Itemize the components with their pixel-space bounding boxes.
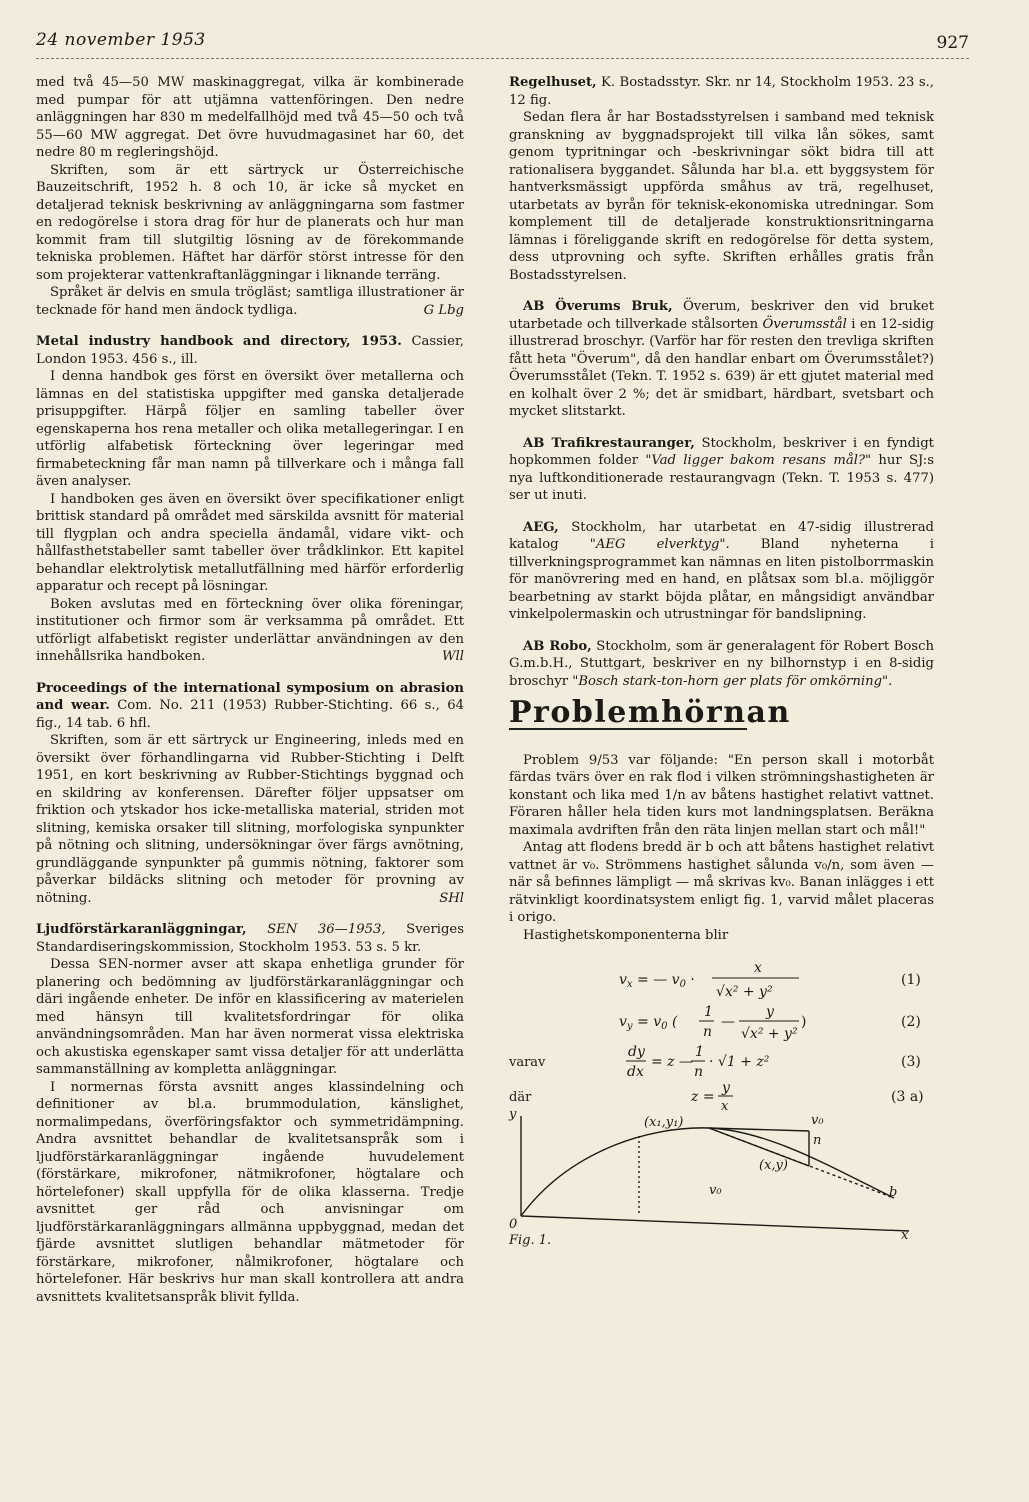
equation-number: (3 a) bbox=[891, 1089, 924, 1105]
equation-2-term: n bbox=[703, 1024, 713, 1040]
paragraph-text: Språket är delvis en smula trögläst; samtliga illustrationer är tecknade för hand men ändock tydliga. bbox=[36, 285, 464, 318]
paragraph-text: Boken avslutas med en förteckning över olika föreningar, institutioner och firmor som är verksamma på området. Ett utförligt alfabetiskt register underlättar användningen av den innehållsrika handboken. bbox=[36, 596, 464, 664]
x-axis bbox=[521, 1216, 909, 1231]
paragraph: Dessa SEN-normer avser att skapa enhetliga grunder för planering och bedömning av ljudförstärkaranläggningar och däri ingående enheter. De inför en klassificering av materielen med hänsyn till kvalitetsfordringar för olika användningsområden. Man har även normerat vissa elektriska och akustiska egenskaper samt vissa detaljer för att underlätta sammanställning av kompletta anläggningar. bbox=[36, 957, 464, 1077]
paragraph: med två 45—50 MW maskinaggregat, vilka är kombinerade med pumpar för att utjämna vattenföringen. Den nedre anläggningen har 830 m medelfallhöjd med två 45—50 och två 55—60 MW aggregat. Det övre huvudmagasinet har 60, det nedre 80 m regleringshöjd. bbox=[36, 75, 464, 160]
company-name: AB Robo, bbox=[523, 638, 592, 654]
book-meta: Com. No. 211 (1953) Rubber-Stichting. 66 s., 64 fig., 14 tab. 6 hfl. bbox=[36, 698, 464, 731]
paragraph bbox=[509, 298, 934, 421]
equation-3-term: dx bbox=[627, 1064, 644, 1080]
equation-3a-term: y bbox=[722, 1080, 730, 1096]
company-notice bbox=[509, 435, 934, 505]
equation-3-term: 1 bbox=[695, 1044, 704, 1060]
paragraph bbox=[36, 596, 464, 666]
boat-path bbox=[521, 1128, 894, 1216]
reviewer-signature: G Lbg bbox=[423, 302, 464, 318]
equation-3-term: · √1 + z² bbox=[709, 1054, 770, 1070]
trajectory-diagram bbox=[509, 1106, 934, 1246]
origin-label: 0 bbox=[509, 1217, 518, 1232]
vector-label: n bbox=[813, 1133, 822, 1148]
paragraph-text: Skriften, som är ett särtryck ur Engineering, inleds med en översikt över förhandlingarna vid Rubber-Stichting i Delft 1951, en kort beskrivning av Rubber-Stichtings byggnad och en skildring av konferensen. Därefter följer uppsatser om friktion och ytskador hos icke-metalliska material, striden mot slitning, kemiska orsaker till slitning, morfologiska synpunkter på nötning och slitning, undersökningar över färgs avnötning, grundläggande synpunkter på gummis nötning, faktorer som påverkar bildäcks slitning och metoder för provning av nötning. bbox=[36, 733, 464, 906]
equation-3: = z — bbox=[651, 1054, 694, 1070]
paragraph: Hastighetskomponenterna blir bbox=[523, 927, 729, 943]
standard-code: SEN 36—1953, bbox=[246, 922, 386, 937]
paragraph: I handboken ges även en översikt över specifikationer enligt brittisk standard på området med särskilda avsnitt för material till flygplan och andra speciella ändamål, vidare vikt- och hållfasthetstabeller samt tabeller över trådklinkor. Ett kapitel behandlar elektrolytisk metallutfällning med härför erforderlig apparatur och recept på lösningar. bbox=[36, 491, 464, 594]
review-entry bbox=[36, 74, 464, 319]
equation-1-denominator: √x² + y² bbox=[716, 984, 773, 1000]
width-label: b bbox=[889, 1185, 898, 1200]
entry-heading bbox=[36, 921, 464, 956]
entry-heading bbox=[509, 74, 934, 109]
paragraph bbox=[509, 435, 934, 505]
right-column bbox=[509, 74, 934, 1254]
reviewer-signature: SHl bbox=[439, 890, 464, 906]
issue-date: 24 november 1953 bbox=[36, 30, 206, 50]
notice-text: Stockholm, har utarbetat en 47-sidig illustrerad katalog bbox=[509, 519, 934, 552]
company-notice bbox=[509, 298, 934, 421]
section-heading: Problemhörnan bbox=[509, 695, 791, 730]
equation-1-numerator: x bbox=[754, 960, 762, 976]
figure-1 bbox=[509, 1106, 934, 1254]
paragraph bbox=[36, 732, 464, 907]
company-name: AEG, bbox=[523, 519, 559, 535]
equation-number: (1) bbox=[901, 972, 921, 988]
entry-heading bbox=[36, 680, 464, 733]
paragraph: Antag att flodens bredd är b och att båtens hastighet relativt vattnet är v₀. Strömmens hastighet sålunda v₀/n, som även — när så befinnes lämpligt — må skrivas kv₀. Banan inlägges i ett rätvinkligt koordinatsystem enligt fig. 1, varvid målet placeras i origo. bbox=[509, 840, 934, 925]
book-title: Metal industry handbook and directory, 1953. bbox=[36, 334, 402, 349]
book-title: Proceedings of the international symposium on abrasion and wear. bbox=[36, 680, 464, 713]
paragraph: Sedan flera år har Bostadsstyrelsen i samband med teknisk granskning av byggnadsprojekt till vilka lån sökes, samt genom typritningar och -beskrivningar sökt bidra till att rationalisera byggandet. Sålunda har bl.a. ett byggsystem för hantverksmässigt uppförda småhus av trä, regelhuset, utarbetats av byrån för teknisk-ekonomiska utredningar. Som komplement till de detaljerade konstruktionsritningarna lämnas i föreliggande skrift en redogörelse för detta system, dess utprovning och syfte. Skriften erhålles gratis från Bostadsstyrelsen. bbox=[509, 110, 934, 283]
equation-1: $v_x$ = — $v_0$ · bbox=[619, 972, 695, 990]
equation-3a: z = bbox=[691, 1089, 715, 1105]
book-meta: K. Bostadsstyr. Skr. nr 14, Stockholm 1953. 23 s., 12 fig. bbox=[509, 75, 934, 108]
left-column bbox=[36, 74, 464, 1320]
equation-number: (3) bbox=[901, 1054, 921, 1070]
book-title: Ljudförstärkaranläggningar, bbox=[36, 922, 247, 937]
reviewer-signature: Wll bbox=[442, 649, 464, 664]
company-name: AB Överums Bruk, bbox=[523, 299, 673, 314]
paragraph: Skriften, som är ett särtryck ur Österreichische Bauzeitschrift, 1952 h. 8 och 10, är icke så mycket en detaljerad teknisk beskrivning av anläggningarna som fastmer en redogörelse i stora drag för hur de planerats och hur man kommit fram till slutgiltig lösning av de förekommande tekniska problemen. Häftet har därför störst intresse för den som projekterar vattenkraftanläggningar i liknande terräng. bbox=[36, 162, 464, 283]
equation-3-term: n bbox=[694, 1064, 704, 1080]
equation-2: $v_y = v_0$ ( bbox=[619, 1014, 678, 1032]
page-number: 927 bbox=[936, 33, 969, 53]
notice-text: Stockholm, beskriver i en fyndigt hopkommen folder bbox=[509, 435, 934, 468]
equation-2-minus: — bbox=[721, 1014, 735, 1030]
product-name: "Bosch stark-ton-horn ger plats för omkörning". bbox=[572, 673, 893, 689]
notice-text: Stockholm, som är generalagent för Robert Bosch G.m.b.H., Stuttgart, beskriver en ny bilhornstyp i en 8-sidig broschyr bbox=[509, 638, 934, 689]
header-divider bbox=[36, 58, 969, 59]
equation-2-term: y bbox=[766, 1004, 774, 1020]
review-entry bbox=[36, 333, 464, 666]
paragraph bbox=[509, 638, 934, 691]
axis-label: x bbox=[901, 1228, 909, 1243]
equation-set bbox=[509, 958, 934, 1114]
review-entry bbox=[36, 921, 464, 1306]
product-name: Överumsstål bbox=[762, 316, 847, 332]
product-name: "Vad ligger bakom resans mål?" bbox=[645, 453, 872, 468]
book-title: Regelhuset, bbox=[509, 75, 597, 90]
notice-text: Överum, beskriver den vid bruket utarbetade och tillverkade stålsorten bbox=[509, 299, 934, 332]
product-name: "AEG elverktyg". bbox=[589, 537, 730, 552]
equation-3a-term: x bbox=[721, 1099, 729, 1114]
axis-label: y bbox=[509, 1107, 517, 1122]
review-entry bbox=[509, 74, 934, 284]
equation-2-term: 1 bbox=[704, 1004, 713, 1020]
equation-3-term: dy bbox=[628, 1044, 645, 1060]
point-label: (x,y) bbox=[759, 1158, 788, 1173]
paragraph: I denna handbok ges först en översikt över metallerna och lämnas en del statistiska uppgifter med ganska detaljerade prisuppgifter. Härpå följer en samling tabeller över egenskaperna hos rena metaller och olika metallegeringar. I en utförlig alfabetisk förteckning över legeringar med firmabeteckning får man namn på tillverkare och i många fall även analyser. bbox=[36, 369, 464, 489]
equation-number: (2) bbox=[901, 1014, 921, 1030]
equation-2-term: √x² + y² bbox=[741, 1026, 798, 1042]
book-meta: Sveriges Standardiseringskommission, Stockholm 1953. 53 s. 5 kr. bbox=[36, 922, 464, 955]
notice-text: i en 12-sidig illustrerad broschyr. (Varför har för resten den trevliga skriften fått heta "Överum", då den handlar enbart om Överumsstålet?) Överumsstålet (Tekn. T. 1952 s. 639) är ett gjutet material med en kolhalt över 2 %; det är smidbart, härdbart, svetsbart och mycket slitstarkt. bbox=[509, 316, 934, 419]
vector-label: v₀ bbox=[811, 1113, 824, 1128]
company-name: AB Trafikrestauranger, bbox=[523, 435, 695, 451]
equation-label: varav bbox=[509, 1055, 546, 1070]
company-notice bbox=[509, 519, 934, 624]
point-label: (x₁,y₁) bbox=[644, 1115, 684, 1130]
paragraph: Problem 9/53 var följande: "En person skall i motorbåt färdas tvärs över en rak flod i vilken strömningshastigheten är konstant och lika med 1/n av båtens hastighet relativt vattnet. Föraren håller hela tiden kurs mot landningsplatsen. Beräkna maximala avdriften från den räta linjen mellan start och mål!" bbox=[509, 752, 934, 838]
review-entry bbox=[36, 680, 464, 908]
paragraph: I normernas första avsnitt anges klassindelning och definitioner av bl.a. brummodulation, känslighet, normalimpedans, överföringsfaktor och symmetridämpning. Andra avsnittet behandlar de kvalitetsanspråk som i ljudförstärkaranläggningar ingående huvudelement (förstärkare, mikrofoner, nätmikrofoner, högtalare och hörtelefoner) skall uppfylla för de olika klasserna. Tredje avsnittet ger råd och anvisningar om ljudförstärkaranläggningars allmänna uppbyggnad, medan det fjärde avsnittet slutligen behandlar mätmetoder för förstärkare, mikrofoner, nålmikrofoner, högtalare och hörtelefoner. Här beskrivs hur man skall kontrollera att andra avsnittets kvalitetsanspråk blivit fyllda. bbox=[36, 1079, 464, 1305]
notice-text: hur SJ:s nya luftkonditionerade restaurangvagn (Tekn. T. 1953 s. 477) ser ut inuti. bbox=[509, 453, 935, 503]
equation-2-paren: ) bbox=[801, 1014, 807, 1030]
paragraph bbox=[36, 284, 464, 319]
book-meta: Cassier, London 1953. 456 s., ill. bbox=[36, 334, 464, 367]
figure-caption: Fig. 1. bbox=[509, 1233, 552, 1248]
company-notice bbox=[509, 638, 934, 691]
notice-text: Bland nyheterna i tillverkningsprogrammet kan nämnas en liten pistolborrmaskin för manövrering med en hand, en plåtsax som bl.a. möjliggör bearbetning av starkt böjda plåtar, en mångsidigt användbar vinkelpolermaskin och utrustningar för bandslipning. bbox=[509, 537, 934, 622]
problem-section bbox=[509, 752, 934, 945]
equation-label: där bbox=[509, 1090, 532, 1105]
entry-heading bbox=[36, 333, 464, 368]
paragraph bbox=[509, 519, 934, 624]
equations bbox=[509, 958, 934, 1114]
vector-label: v₀ bbox=[709, 1183, 722, 1198]
